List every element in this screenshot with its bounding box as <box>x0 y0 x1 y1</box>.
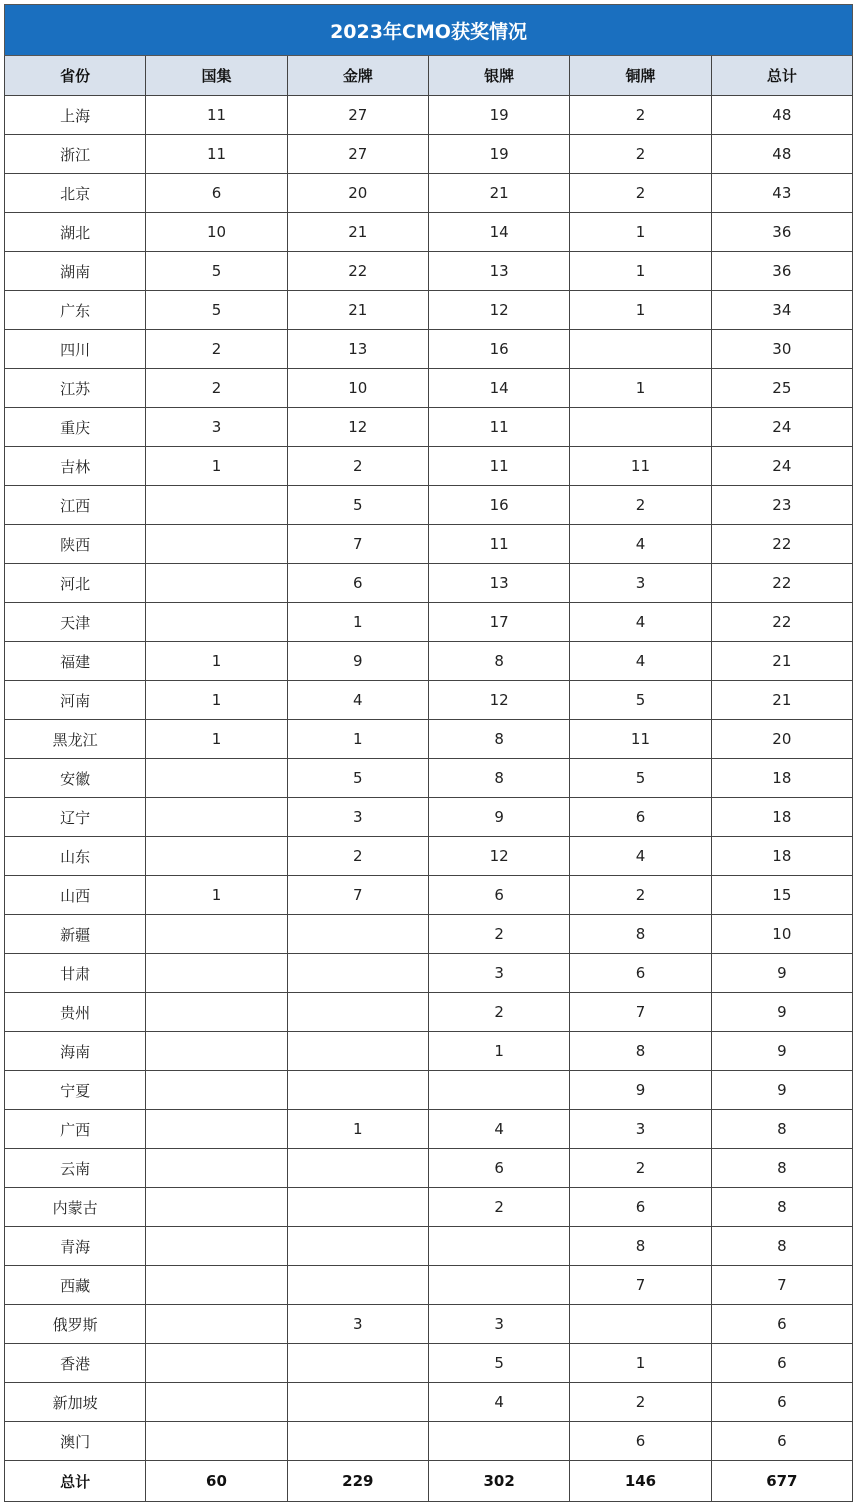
cell-total: 6 <box>711 1422 852 1461</box>
cell-gold: 1 <box>287 720 428 759</box>
cell-gold: 4 <box>287 681 428 720</box>
cell-bronze: 6 <box>570 1188 711 1227</box>
table-row <box>5 408 853 447</box>
cell-silver: 12 <box>428 681 569 720</box>
cell-bronze: 2 <box>570 135 711 174</box>
cell-national-team <box>146 564 287 603</box>
table-row <box>5 1071 853 1110</box>
cell-province: 湖南 <box>5 252 146 291</box>
cell-silver: 13 <box>428 564 569 603</box>
cell-national-team <box>146 993 287 1032</box>
table-row <box>5 486 853 525</box>
cell-gold <box>287 1149 428 1188</box>
cell-national-team <box>146 954 287 993</box>
cell-gold: 27 <box>287 96 428 135</box>
cell-silver: 8 <box>428 759 569 798</box>
cell-gold: 21 <box>287 213 428 252</box>
table-row <box>5 96 853 135</box>
cell-total: 6 <box>711 1344 852 1383</box>
table-row <box>5 1188 853 1227</box>
cell-gold: 7 <box>287 525 428 564</box>
cell-silver: 8 <box>428 720 569 759</box>
cell-total: 25 <box>711 369 852 408</box>
table-row <box>5 915 853 954</box>
cell-total: 22 <box>711 525 852 564</box>
cell-province: 吉林 <box>5 447 146 486</box>
table-row <box>5 603 853 642</box>
table-body <box>5 96 853 1461</box>
cell-silver: 19 <box>428 135 569 174</box>
cell-province: 宁夏 <box>5 1071 146 1110</box>
cell-national-team: 3 <box>146 408 287 447</box>
cell-total: 15 <box>711 876 852 915</box>
cell-gold <box>287 1422 428 1461</box>
cell-silver: 13 <box>428 252 569 291</box>
table-row <box>5 447 853 486</box>
cell-bronze: 1 <box>570 291 711 330</box>
cell-silver <box>428 1227 569 1266</box>
cell-total: 36 <box>711 252 852 291</box>
totals-row <box>5 1461 853 1502</box>
cell-gold: 7 <box>287 876 428 915</box>
cell-province: 甘肃 <box>5 954 146 993</box>
cell-total: 18 <box>711 798 852 837</box>
cell-gold <box>287 1266 428 1305</box>
cell-total: 36 <box>711 213 852 252</box>
cell-gold: 5 <box>287 759 428 798</box>
table-title: 2023年CMO获奖情况 <box>5 5 853 56</box>
cell-silver: 12 <box>428 291 569 330</box>
cell-bronze: 2 <box>570 1149 711 1188</box>
cell-bronze: 6 <box>570 1422 711 1461</box>
cell-bronze: 1 <box>570 213 711 252</box>
cell-total: 18 <box>711 837 852 876</box>
cell-bronze: 6 <box>570 954 711 993</box>
cell-gold: 12 <box>287 408 428 447</box>
cell-total: 30 <box>711 330 852 369</box>
header-silver: 银牌 <box>428 56 569 96</box>
cell-gold: 20 <box>287 174 428 213</box>
cell-bronze: 3 <box>570 564 711 603</box>
cell-silver: 2 <box>428 915 569 954</box>
cell-total: 9 <box>711 1071 852 1110</box>
award-table-container <box>4 4 852 1502</box>
cell-province: 广西 <box>5 1110 146 1149</box>
cell-province: 浙江 <box>5 135 146 174</box>
cell-bronze <box>570 330 711 369</box>
cell-gold: 22 <box>287 252 428 291</box>
cell-national-team: 6 <box>146 174 287 213</box>
cell-province: 广东 <box>5 291 146 330</box>
cell-gold: 10 <box>287 369 428 408</box>
cell-province: 西藏 <box>5 1266 146 1305</box>
cell-total: 8 <box>711 1188 852 1227</box>
cell-bronze: 2 <box>570 1383 711 1422</box>
cell-total: 23 <box>711 486 852 525</box>
header-gold: 金牌 <box>287 56 428 96</box>
cell-silver: 6 <box>428 1149 569 1188</box>
table-row <box>5 213 853 252</box>
table-row <box>5 798 853 837</box>
cell-bronze: 9 <box>570 1071 711 1110</box>
header-bronze: 铜牌 <box>570 56 711 96</box>
totals-gold: 229 <box>287 1461 428 1502</box>
cell-national-team: 10 <box>146 213 287 252</box>
cell-national-team <box>146 759 287 798</box>
cell-national-team <box>146 1344 287 1383</box>
table-row <box>5 291 853 330</box>
cell-gold: 13 <box>287 330 428 369</box>
cell-province: 新疆 <box>5 915 146 954</box>
cell-total: 9 <box>711 1032 852 1071</box>
cell-national-team: 1 <box>146 720 287 759</box>
cell-national-team <box>146 1071 287 1110</box>
cell-silver: 8 <box>428 642 569 681</box>
table-row <box>5 525 853 564</box>
cell-silver: 5 <box>428 1344 569 1383</box>
cell-silver: 3 <box>428 1305 569 1344</box>
cell-national-team <box>146 525 287 564</box>
cell-national-team <box>146 486 287 525</box>
cell-total: 8 <box>711 1149 852 1188</box>
cell-bronze: 4 <box>570 525 711 564</box>
table-row <box>5 1227 853 1266</box>
totals-silver: 302 <box>428 1461 569 1502</box>
cell-bronze: 7 <box>570 993 711 1032</box>
cell-national-team: 5 <box>146 252 287 291</box>
cell-silver: 4 <box>428 1110 569 1149</box>
cell-province: 天津 <box>5 603 146 642</box>
cell-national-team <box>146 1032 287 1071</box>
cell-total: 18 <box>711 759 852 798</box>
cell-gold <box>287 993 428 1032</box>
cell-gold: 3 <box>287 798 428 837</box>
cell-province: 俄罗斯 <box>5 1305 146 1344</box>
cell-national-team: 11 <box>146 135 287 174</box>
cell-bronze: 5 <box>570 759 711 798</box>
cell-silver <box>428 1071 569 1110</box>
cell-total: 21 <box>711 642 852 681</box>
cell-national-team <box>146 1305 287 1344</box>
cell-silver: 19 <box>428 96 569 135</box>
cell-gold: 2 <box>287 447 428 486</box>
cmo-award-table <box>4 4 853 1502</box>
cell-province: 江苏 <box>5 369 146 408</box>
cell-province: 青海 <box>5 1227 146 1266</box>
table-row <box>5 837 853 876</box>
cell-province: 福建 <box>5 642 146 681</box>
table-row <box>5 174 853 213</box>
title-row <box>5 5 853 56</box>
cell-province: 重庆 <box>5 408 146 447</box>
cell-total: 21 <box>711 681 852 720</box>
cell-bronze: 8 <box>570 1227 711 1266</box>
cell-silver: 11 <box>428 408 569 447</box>
cell-total: 24 <box>711 447 852 486</box>
table-row <box>5 135 853 174</box>
cell-total: 6 <box>711 1383 852 1422</box>
cell-bronze: 6 <box>570 798 711 837</box>
table-row <box>5 1032 853 1071</box>
cell-province: 海南 <box>5 1032 146 1071</box>
cell-bronze: 11 <box>570 447 711 486</box>
cell-national-team <box>146 1110 287 1149</box>
cell-bronze: 8 <box>570 1032 711 1071</box>
cell-gold <box>287 1227 428 1266</box>
cell-gold: 2 <box>287 837 428 876</box>
cell-silver: 11 <box>428 525 569 564</box>
cell-province: 河南 <box>5 681 146 720</box>
totals-bronze: 146 <box>570 1461 711 1502</box>
cell-silver: 17 <box>428 603 569 642</box>
cell-gold: 3 <box>287 1305 428 1344</box>
cell-national-team <box>146 1227 287 1266</box>
cell-silver: 16 <box>428 486 569 525</box>
cell-national-team <box>146 1266 287 1305</box>
cell-gold <box>287 1383 428 1422</box>
cell-bronze: 11 <box>570 720 711 759</box>
table-row <box>5 759 853 798</box>
cell-province: 北京 <box>5 174 146 213</box>
cell-gold: 9 <box>287 642 428 681</box>
cell-national-team <box>146 915 287 954</box>
cell-province: 辽宁 <box>5 798 146 837</box>
cell-national-team <box>146 798 287 837</box>
table-row <box>5 1149 853 1188</box>
totals-national-team: 60 <box>146 1461 287 1502</box>
cell-total: 34 <box>711 291 852 330</box>
cell-national-team <box>146 1383 287 1422</box>
cell-bronze: 2 <box>570 174 711 213</box>
cell-gold: 5 <box>287 486 428 525</box>
cell-gold: 21 <box>287 291 428 330</box>
cell-total: 9 <box>711 954 852 993</box>
cell-province: 湖北 <box>5 213 146 252</box>
cell-gold <box>287 1032 428 1071</box>
table-row <box>5 564 853 603</box>
cell-total: 48 <box>711 96 852 135</box>
table-row <box>5 1422 853 1461</box>
cell-bronze: 4 <box>570 642 711 681</box>
cell-silver: 6 <box>428 876 569 915</box>
cell-province: 江西 <box>5 486 146 525</box>
cell-province: 河北 <box>5 564 146 603</box>
header-province: 省份 <box>5 56 146 96</box>
cell-province: 四川 <box>5 330 146 369</box>
cell-total: 7 <box>711 1266 852 1305</box>
header-row <box>5 56 853 96</box>
cell-national-team: 1 <box>146 642 287 681</box>
table-row <box>5 1110 853 1149</box>
cell-total: 48 <box>711 135 852 174</box>
table-row <box>5 330 853 369</box>
table-row <box>5 642 853 681</box>
cell-silver: 12 <box>428 837 569 876</box>
cell-national-team: 2 <box>146 369 287 408</box>
header-national-team: 国集 <box>146 56 287 96</box>
cell-total: 22 <box>711 603 852 642</box>
cell-silver <box>428 1266 569 1305</box>
cell-gold <box>287 1071 428 1110</box>
cell-province: 上海 <box>5 96 146 135</box>
cell-total: 20 <box>711 720 852 759</box>
cell-bronze: 8 <box>570 915 711 954</box>
cell-national-team <box>146 1149 287 1188</box>
table-row <box>5 681 853 720</box>
table-row <box>5 876 853 915</box>
table-row <box>5 1305 853 1344</box>
cell-gold <box>287 915 428 954</box>
cell-province: 澳门 <box>5 1422 146 1461</box>
cell-national-team: 1 <box>146 876 287 915</box>
cell-bronze: 3 <box>570 1110 711 1149</box>
cell-gold <box>287 1344 428 1383</box>
cell-bronze: 4 <box>570 603 711 642</box>
cell-national-team: 11 <box>146 96 287 135</box>
cell-national-team <box>146 837 287 876</box>
cell-province: 山东 <box>5 837 146 876</box>
cell-gold: 27 <box>287 135 428 174</box>
cell-province: 安徽 <box>5 759 146 798</box>
cell-total: 8 <box>711 1227 852 1266</box>
cell-total: 43 <box>711 174 852 213</box>
cell-silver: 2 <box>428 1188 569 1227</box>
cell-silver: 14 <box>428 213 569 252</box>
cell-total: 8 <box>711 1110 852 1149</box>
table-row <box>5 720 853 759</box>
cell-total: 22 <box>711 564 852 603</box>
table-row <box>5 1383 853 1422</box>
cell-province: 贵州 <box>5 993 146 1032</box>
cell-gold: 6 <box>287 564 428 603</box>
cell-national-team <box>146 603 287 642</box>
cell-bronze <box>570 1305 711 1344</box>
cell-national-team: 2 <box>146 330 287 369</box>
cell-silver: 14 <box>428 369 569 408</box>
cell-total: 24 <box>711 408 852 447</box>
cell-silver: 4 <box>428 1383 569 1422</box>
table-row <box>5 993 853 1032</box>
cell-province: 内蒙古 <box>5 1188 146 1227</box>
cell-national-team <box>146 1422 287 1461</box>
cell-province: 陕西 <box>5 525 146 564</box>
cell-gold <box>287 1188 428 1227</box>
cell-province: 云南 <box>5 1149 146 1188</box>
cell-gold: 1 <box>287 603 428 642</box>
cell-total: 9 <box>711 993 852 1032</box>
cell-bronze: 1 <box>570 369 711 408</box>
cell-province: 山西 <box>5 876 146 915</box>
cell-bronze: 1 <box>570 1344 711 1383</box>
cell-bronze: 1 <box>570 252 711 291</box>
cell-silver: 9 <box>428 798 569 837</box>
cell-total: 10 <box>711 915 852 954</box>
totals-label: 总计 <box>5 1461 146 1502</box>
cell-bronze: 2 <box>570 96 711 135</box>
cell-bronze: 4 <box>570 837 711 876</box>
cell-silver: 21 <box>428 174 569 213</box>
cell-gold: 1 <box>287 1110 428 1149</box>
cell-bronze: 2 <box>570 486 711 525</box>
table-row <box>5 954 853 993</box>
cell-silver: 16 <box>428 330 569 369</box>
cell-bronze <box>570 408 711 447</box>
cell-total: 6 <box>711 1305 852 1344</box>
table-row <box>5 1344 853 1383</box>
totals-total: 677 <box>711 1461 852 1502</box>
cell-silver <box>428 1422 569 1461</box>
cell-silver: 11 <box>428 447 569 486</box>
cell-province: 黑龙江 <box>5 720 146 759</box>
cell-province: 香港 <box>5 1344 146 1383</box>
cell-silver: 3 <box>428 954 569 993</box>
cell-national-team: 1 <box>146 447 287 486</box>
cell-gold <box>287 954 428 993</box>
cell-bronze: 2 <box>570 876 711 915</box>
table-row <box>5 252 853 291</box>
cell-silver: 1 <box>428 1032 569 1071</box>
cell-national-team: 1 <box>146 681 287 720</box>
table-row <box>5 1266 853 1305</box>
cell-national-team: 5 <box>146 291 287 330</box>
cell-province: 新加坡 <box>5 1383 146 1422</box>
cell-silver: 2 <box>428 993 569 1032</box>
cell-national-team <box>146 1188 287 1227</box>
header-total: 总计 <box>711 56 852 96</box>
cell-bronze: 7 <box>570 1266 711 1305</box>
table-row <box>5 369 853 408</box>
cell-bronze: 5 <box>570 681 711 720</box>
